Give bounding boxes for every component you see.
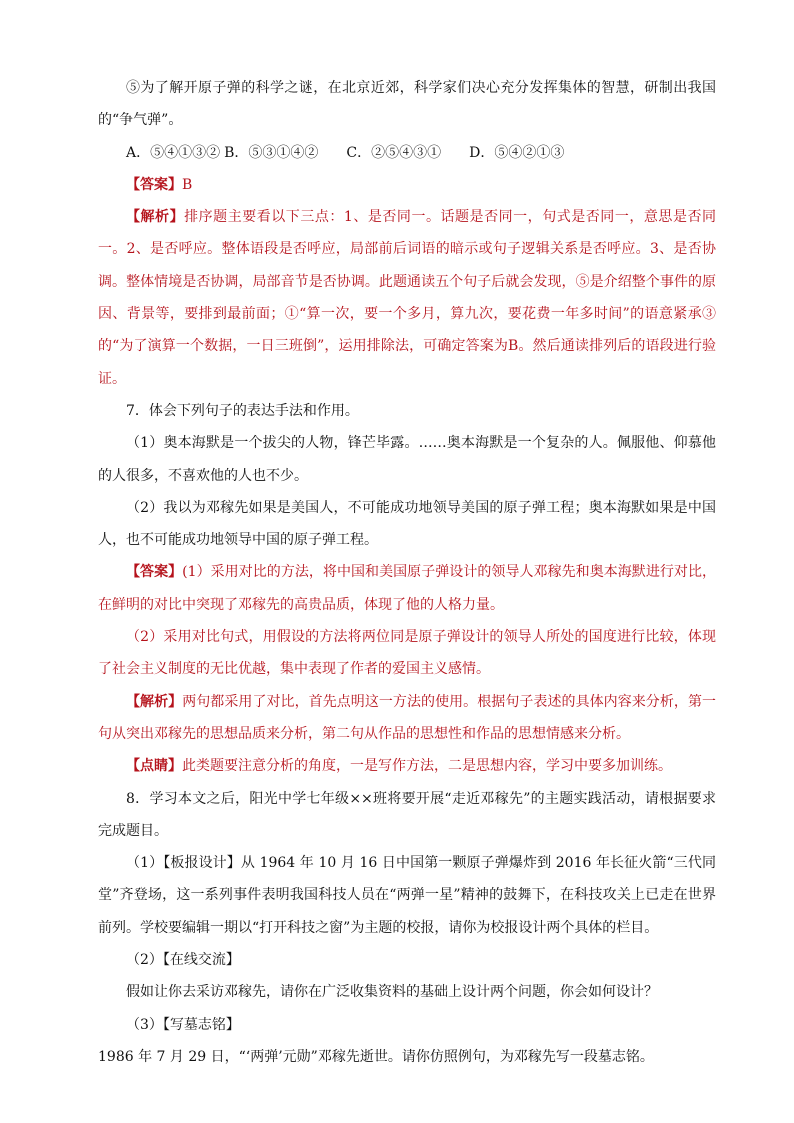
q7-analysis-text: 两句都采用了对比，首先点明这一方法的使用。根据句子表述的具体内容来分析，第一句从突出邓稼先的思想品质来分析，第二句从作品的思想性和作品的思想情感来分析。 — [98, 693, 717, 742]
q6-option-b: B．⑤③①④② — [224, 144, 319, 161]
q7-tip-text: 此类题要注意分析的角度，一是写作方法，二是思想内容，学习中要多加训练。 — [182, 758, 672, 775]
q7-sentence-1: （1）奥本海默是一个拔尖的人物，锋芒毕露。……奥本海默是一个复杂的人。佩服他、仰慕他的人很多，不喜欢他的人也不少。 — [98, 435, 716, 484]
analysis-tag: 【解析】 — [126, 209, 185, 226]
q7-tip — [98, 750, 716, 782]
q6-analysis — [98, 201, 716, 395]
q8-part-2-text: 假如让你去采访邓稼先，请你在广泛收集资料的基础上设计两个问题，你会如何设计？ — [126, 984, 658, 1001]
tip-tag: 【点睛】 — [126, 758, 182, 775]
q7-sentence-2: （2）我以为邓稼先如果是美国人，不可能成功地领导美国的原子弹工程；奥本海默如果是中国人，也不可能成功地领导中国的原子弹工程。 — [98, 499, 716, 549]
answer-tag: 【答案】 — [126, 564, 183, 581]
q7-stem: 7．体会下列句子的表达手法和作用。 — [126, 402, 359, 419]
q6-options — [98, 137, 716, 169]
q6-analysis-text: 排序题主要看以下三点：1、是否同一。话题是否同一，句式是否同一，意思是否同一。2、是否呼应。整体语段是否呼应，局部前后词语的暗示或句子逻辑关系是否呼应。3、是否协调。整体情境是否协调，局部音节是否协调。此题通读五个句子后就会发现，⑤是介绍整个事件的原因、背景等，要排到最前面；①“算一次，要一个多月，算九次，要花费一年多时间”的语意紧承③的“为了演算一个数据，一日三班倒”，运用排除法，可确定答案为B。然后通读排列后的语段进行验证。 — [98, 209, 716, 387]
q6-option-a: A．⑤④①③② — [126, 144, 221, 161]
q8-part-2-title: （2）【在线交流】 — [126, 952, 240, 969]
q6-option-d: D．⑤④②①③ — [469, 144, 565, 161]
q8-part-3-text: 1986 年 7 月 29 日，“‘两弹’元勋”邓稼先逝世。请你仿照例句，为邓稼先写一段墓志铭。 — [98, 1048, 654, 1065]
q6-option-c: C．②⑤④③① — [346, 144, 442, 161]
q8-part-1: （1）【板报设计】从 1964 年 10 月 16 日中国第一颗原子弹爆炸到 2016 年长征火箭“三代同堂”齐登场，这一系列事件表明我国科技人员在“两弹一星”精神的鼓舞下，在科技攻关上已走在世界前列。学校要编辑一期以“打开科技之窗”为主题的校报，请你为校报设计两个具体的栏目。 — [98, 855, 716, 936]
answer-tag: 【答案】 — [126, 176, 182, 193]
q8-stem: 8．学习本文之后，阳光中学七年级××班将要开展“走近邓稼先”的主题实践活动，请根据要求完成题目。 — [98, 790, 716, 839]
q6-answer — [98, 169, 716, 201]
q8-part-3-title: （3）【写墓志铭】 — [126, 1016, 240, 1033]
q7-analysis — [98, 686, 716, 751]
q6-sentence-5: ⑤为了解开原子弹的科学之谜，在北京近郊，科学家们决心充分发挥集体的智慧，研制出我国的“争气弹”。 — [98, 80, 716, 129]
q6-answer-value: B — [182, 176, 193, 193]
analysis-tag: 【解析】 — [126, 693, 183, 710]
q7-answer-1-text: (1）采用对比的方法，将中国和美国原子弹设计的领导人邓稼先和奥本海默进行对比，在鲜明的对比中突现了邓稼先的高贵品质，体现了他的人格力量。 — [98, 564, 717, 613]
q7-answer-1 — [98, 556, 716, 621]
q7-answer-2: （2）采用对比句式，用假设的方法将两位同是原子弹设计的领导人所处的国度进行比较，体现了社会主义制度的无比优越，集中表现了作者的爱国主义感情。 — [98, 629, 716, 678]
